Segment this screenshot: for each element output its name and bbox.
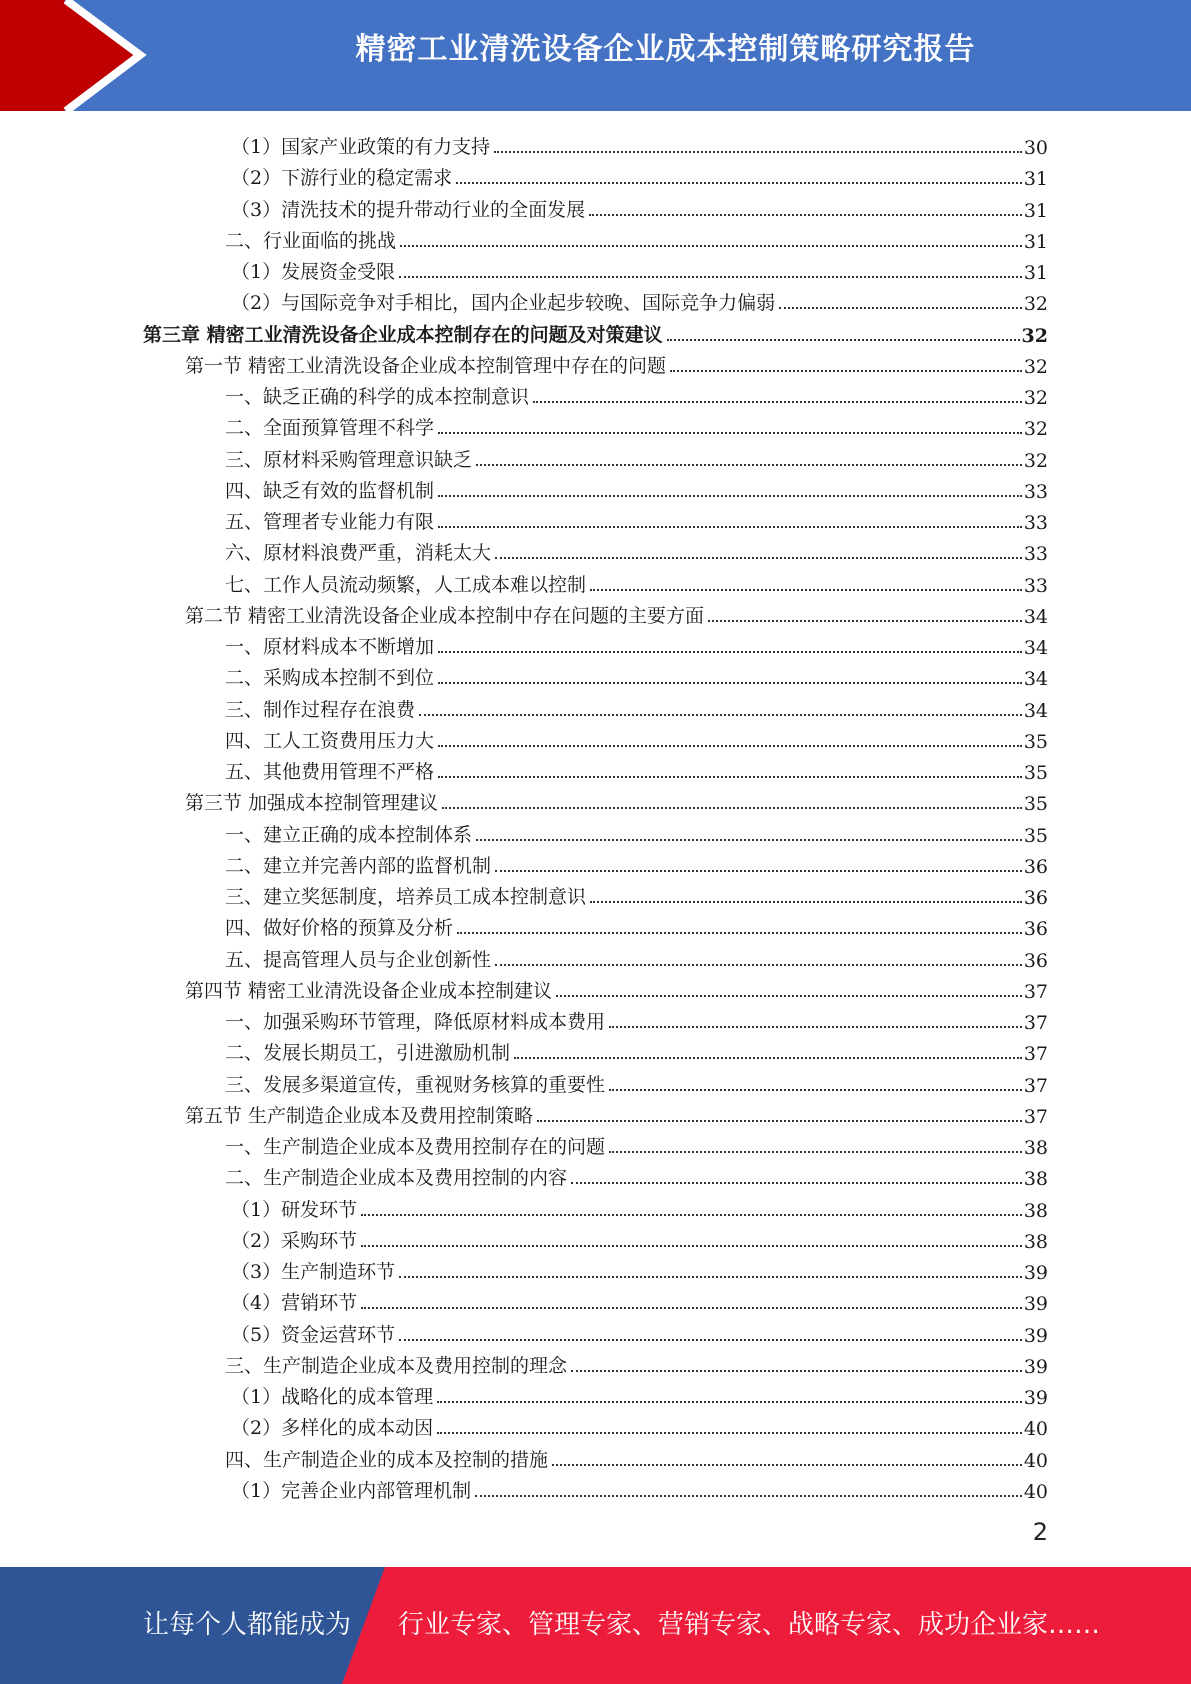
toc-entry-title: 第三节 加强成本控制管理建议 [185, 792, 439, 815]
toc-entry[interactable] [185, 1097, 1048, 1128]
toc-leader-dots [437, 1401, 1022, 1403]
toc-entry[interactable] [225, 534, 1048, 565]
toc-entry-title: 一、加强采购环节管理，降低原材料成本费用 [225, 1011, 606, 1033]
toc-entry[interactable] [225, 1159, 1048, 1190]
toc-entry-title: （1）完善企业内部管理机制 [231, 1479, 472, 1502]
footer-banner [0, 1567, 1191, 1684]
toc-entry[interactable] [231, 159, 1048, 190]
toc-entry[interactable] [231, 128, 1048, 159]
toc-entry-page: 35 [1023, 793, 1048, 816]
toc-entry-title: 第三章 精密工业清洗设备企业成本控制存在的问题及对策建议 [143, 323, 663, 346]
toc-leader-dots [361, 1214, 1022, 1216]
toc-entry[interactable] [225, 1347, 1048, 1378]
toc-entry-page: 37 [1023, 1043, 1048, 1066]
toc-leader-dots [437, 1432, 1022, 1434]
toc-entry-page: 37 [1023, 980, 1048, 1003]
toc-entry-title: 第二节 精密工业清洗设备企业成本控制中存在问题的主要方面 [185, 604, 705, 627]
toc-entry-title: （2）与国际竞争对手相比，国内企业起步较晚、国际竞争力偏弱 [231, 292, 776, 315]
toc-entry-title: 四、工人工资费用压力大 [225, 729, 435, 752]
toc-entry-title: 七、工作人员流动频繁，人工成本难以控制 [225, 573, 587, 596]
toc-entry[interactable] [231, 253, 1048, 284]
toc-entry-title: 三、建立奖惩制度，培养员工成本控制意识 [225, 886, 587, 908]
toc-entry-page: 39 [1023, 1324, 1048, 1347]
toc-leader-dots [495, 964, 1022, 966]
toc-entry[interactable] [225, 691, 1048, 722]
toc-leader-dots [476, 464, 1022, 466]
toc-entry-page: 37 [1023, 1105, 1048, 1128]
toc-entry[interactable] [225, 1066, 1048, 1097]
toc-entry-page: 36 [1023, 855, 1048, 878]
toc-entry-title: 一、建立正确的成本控制体系 [225, 823, 473, 846]
toc-entry-page: 34 [1023, 605, 1048, 628]
toc-entry-page: 39 [1023, 1262, 1048, 1284]
toc-entry-page: 32 [1021, 324, 1048, 347]
toc-entry-page: 35 [1023, 730, 1048, 753]
header-banner [0, 0, 1191, 111]
toc-entry[interactable] [225, 909, 1048, 940]
toc-entry-page: 31 [1023, 199, 1048, 222]
toc-leader-dots [571, 1182, 1022, 1184]
toc-entry-title: （2）下游行业的稳定需求 [231, 167, 453, 190]
toc-entry-title: 四、做好价格的预算及分析 [225, 917, 454, 940]
toc-entry[interactable] [225, 1003, 1048, 1034]
toc-entry-page: 39 [1023, 1293, 1048, 1316]
toc-entry[interactable] [225, 222, 1048, 253]
toc-leader-dots [708, 620, 1022, 622]
toc-entry-page: 37 [1023, 1012, 1048, 1034]
toc-leader-dots [494, 151, 1022, 153]
toc-leader-dots [537, 1120, 1022, 1122]
toc-entry[interactable] [231, 1472, 1048, 1503]
toc-entry-title: （1）国家产业政策的有力支持 [231, 136, 491, 158]
toc-entry-title: （5）资金运营环节 [231, 1323, 396, 1346]
toc-entry-title: （1）战略化的成本管理 [231, 1386, 434, 1408]
toc-entry[interactable] [225, 659, 1048, 690]
toc-entry[interactable] [225, 409, 1048, 440]
toc-leader-dots [533, 401, 1022, 403]
toc-leader-dots [438, 651, 1022, 653]
toc-entry[interactable] [231, 284, 1048, 315]
toc-leader-dots [779, 307, 1022, 309]
toc-entry[interactable] [185, 972, 1048, 1003]
toc-entry[interactable] [185, 347, 1048, 378]
toc-leader-dots [442, 807, 1022, 809]
toc-leader-dots [667, 339, 1020, 341]
toc-entry[interactable] [231, 1191, 1048, 1222]
toc-entry-title: 四、缺乏有效的监督机制 [225, 479, 435, 502]
toc-entry-title: 一、原材料成本不断增加 [225, 636, 435, 658]
toc-entry-title: 四、生产制造企业的成本及控制的措施 [225, 1448, 549, 1471]
toc-entry-title: 五、管理者专业能力有限 [225, 511, 435, 533]
toc-entry-title: 三、原材料采购管理意识缺乏 [225, 448, 473, 471]
toc-entry-page: 40 [1023, 1480, 1048, 1503]
toc-entry-title: 三、发展多渠道宣传，重视财务核算的重要性 [225, 1073, 606, 1096]
toc-entry-page: 32 [1023, 355, 1048, 378]
toc-entry-title: （1）发展资金受限 [231, 261, 396, 283]
toc-entry-page: 33 [1023, 512, 1048, 534]
toc-leader-dots [552, 1464, 1022, 1466]
toc-entry-page: 39 [1023, 1355, 1048, 1378]
toc-leader-dots [399, 1276, 1022, 1278]
toc-entry-title: 二、全面预算管理不科学 [225, 417, 435, 440]
toc-entry-page: 38 [1023, 1199, 1048, 1222]
toc-entry-page: 32 [1023, 293, 1048, 316]
toc-entry[interactable] [143, 316, 1048, 347]
toc-entry-page: 36 [1023, 918, 1048, 941]
toc-entry-title: （1）研发环节 [231, 1198, 358, 1221]
toc-entry-page: 40 [1023, 1418, 1048, 1441]
toc-entry-title: 六、原材料浪费严重，消耗太大 [225, 542, 492, 565]
toc-entry[interactable] [225, 722, 1048, 753]
toc-entry[interactable] [225, 441, 1048, 472]
toc-leader-dots [495, 870, 1022, 872]
toc-leader-dots [556, 995, 1022, 997]
toc-entry-title: 五、提高管理人员与企业创新性 [225, 948, 492, 971]
toc-entry-title: （3）清洗技术的提升带动行业的全面发展 [231, 198, 586, 221]
toc-entry[interactable] [231, 1253, 1048, 1284]
toc-leader-dots [438, 745, 1022, 747]
toc-leader-dots [457, 932, 1022, 934]
toc-entry[interactable] [231, 1316, 1048, 1347]
toc-entry-page: 39 [1023, 1387, 1048, 1409]
toc-entry-page: 40 [1023, 1449, 1048, 1472]
toc-entry-page: 34 [1023, 668, 1048, 691]
toc-entry-page: 35 [1023, 762, 1048, 784]
toc-entry-page: 32 [1023, 449, 1048, 472]
toc-entry-title: （4）营销环节 [231, 1292, 358, 1315]
toc-leader-dots [590, 589, 1022, 591]
toc-entry-page: 36 [1023, 949, 1048, 972]
toc-leader-dots [670, 370, 1022, 372]
toc-entry[interactable] [225, 847, 1048, 878]
toc-entry-title: 第四节 精密工业清洗设备企业成本控制建议 [185, 979, 553, 1002]
toc-entry[interactable] [225, 1128, 1048, 1159]
header-title: 精密工业清洗设备企业成本控制策略研究报告 [355, 32, 976, 67]
toc-entry-title: 二、行业面临的挑战 [225, 229, 397, 252]
toc-leader-dots [438, 495, 1022, 497]
toc-entry-title: 一、缺乏正确的科学的成本控制意识 [225, 386, 530, 408]
toc-leader-dots [590, 901, 1022, 903]
toc-entry-page: 34 [1023, 637, 1048, 659]
toc-entry[interactable] [231, 1378, 1048, 1409]
toc-entry-page: 38 [1023, 1168, 1048, 1191]
toc-leader-dots [609, 1026, 1022, 1028]
toc-entry-title: （2）采购环节 [231, 1229, 358, 1252]
toc-leader-dots [438, 682, 1022, 684]
toc-leader-dots [589, 214, 1022, 216]
toc-entry-page: 31 [1023, 262, 1048, 284]
toc-leader-dots [400, 245, 1022, 247]
toc-leader-dots [609, 1089, 1022, 1091]
toc-entry[interactable] [225, 941, 1048, 972]
toc-entry-title: 第一节 精密工业清洗设备企业成本控制管理中存在的问题 [185, 354, 667, 377]
toc-leader-dots [438, 432, 1022, 434]
toc-entry-title: 二、建立并完善内部的监督机制 [225, 854, 492, 877]
toc-entry-title: 二、发展长期员工，引进激励机制 [225, 1042, 511, 1065]
toc-leader-dots [495, 557, 1022, 559]
toc-entry[interactable] [225, 378, 1048, 409]
toc-leader-dots [438, 776, 1022, 778]
toc-entry[interactable] [185, 597, 1048, 628]
toc-leader-dots [456, 182, 1022, 184]
page-number: 2 [1032, 1518, 1048, 1546]
toc-entry-page: 37 [1023, 1074, 1048, 1097]
toc-entry[interactable] [231, 1284, 1048, 1315]
toc-leader-dots [361, 1307, 1022, 1309]
toc-entry-page: 33 [1023, 574, 1048, 597]
toc-entry[interactable] [225, 753, 1048, 784]
toc-entry[interactable] [225, 503, 1048, 534]
toc-leader-dots [399, 276, 1022, 278]
toc-entry-title: 二、生产制造企业成本及费用控制的内容 [225, 1167, 568, 1190]
toc-entry-page: 35 [1023, 824, 1048, 847]
toc-entry-title: 三、生产制造企业成本及费用控制的理念 [225, 1354, 568, 1377]
toc-entry-page: 31 [1023, 168, 1048, 191]
toc-leader-dots [514, 1057, 1022, 1059]
toc-entry-page: 32 [1023, 418, 1048, 441]
toc-entry[interactable] [231, 1409, 1048, 1440]
toc-entry-page: 34 [1023, 699, 1048, 722]
toc-entry[interactable] [225, 1034, 1048, 1065]
toc-entry[interactable] [225, 566, 1048, 597]
toc-entry[interactable] [185, 784, 1048, 815]
toc-entry[interactable] [225, 472, 1048, 503]
toc-entry-page: 31 [1023, 230, 1048, 253]
toc-leader-dots [609, 1151, 1022, 1153]
toc-entry[interactable] [231, 191, 1048, 222]
toc-entry-title: （3）生产制造环节 [231, 1261, 396, 1283]
toc-entry-page: 38 [1023, 1137, 1048, 1159]
toc-entry-page: 33 [1023, 480, 1048, 503]
toc-leader-dots [361, 1245, 1022, 1247]
toc-entry-title: 五、其他费用管理不严格 [225, 761, 435, 783]
toc-entry-page: 36 [1023, 887, 1048, 909]
toc-entry-title: 第五节 生产制造企业成本及费用控制策略 [185, 1104, 534, 1127]
toc-leader-dots [475, 1495, 1022, 1497]
toc-entry[interactable] [225, 1441, 1048, 1472]
toc-leader-dots [571, 1370, 1022, 1372]
toc-entry-title: 三、制作过程存在浪费 [225, 698, 416, 721]
toc-entry-page: 30 [1023, 137, 1048, 159]
toc-entry[interactable] [225, 878, 1048, 909]
toc-leader-dots [438, 526, 1022, 528]
toc-entry-title: （2）多样化的成本动因 [231, 1417, 434, 1440]
toc-entry-title: 二、采购成本控制不到位 [225, 667, 435, 690]
toc-leader-dots [419, 714, 1022, 716]
toc-entry[interactable] [231, 1222, 1048, 1253]
toc-entry[interactable] [225, 816, 1048, 847]
toc-entry-page: 32 [1023, 387, 1048, 409]
toc-entry-page: 38 [1023, 1230, 1048, 1253]
toc-entry-page: 33 [1023, 543, 1048, 566]
toc-entry-title: 一、生产制造企业成本及费用控制存在的问题 [225, 1136, 606, 1158]
toc-leader-dots [476, 839, 1022, 841]
footer-slogan-left: 让每个人都能成为 [143, 1610, 352, 1640]
footer-slogan-right: 行业专家、管理专家、营销专家、战略专家、成功企业家…… [398, 1610, 1101, 1640]
toc-leader-dots [399, 1339, 1022, 1341]
toc-entry[interactable] [225, 628, 1048, 659]
